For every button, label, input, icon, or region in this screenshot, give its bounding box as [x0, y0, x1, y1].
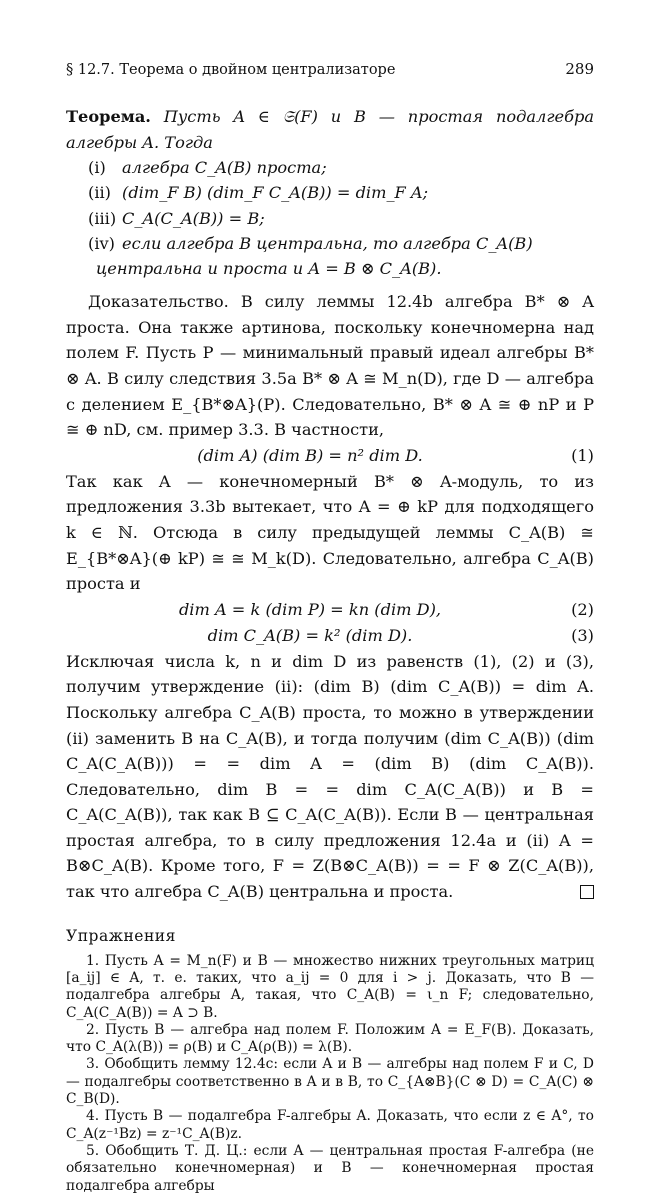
proof-paragraph-1: Доказательство. В силу леммы 12.4b алгебра B* ⊗ A проста. Она также артинова, поскольку конечномерна над полем F. Пусть P — минимальный правый идеал алгебры B* ⊗ A. В силу следствия 3.5a B* ⊗ A ≅ M_n(D), где D — алгебра с делением E_{B*⊗A}(P). Следовательно, B* ⊗ A ≅ ⊕ nP и P ≅ ⊕ nD, см. пример 3.3. В частности,	[66, 292, 594, 440]
equation-number: (1)	[571, 445, 594, 465]
page-number: 289	[565, 60, 594, 78]
exercises-list	[66, 953, 594, 1195]
exercise-item: 4. Пусть B — подалгебра F-алгебры A. Доказать, что если z ∈ A°, то C_A(z⁻¹Bz) = z⁻¹C_A(B)z.	[66, 1108, 594, 1142]
equation-3	[66, 623, 594, 649]
exercise-item: 3. Обобщить лемму 12.4c: если A и B — алгебры над полем F и C, D — подалгебры соответственно в A и в B, то C_{A⊗B}(C ⊗ D) = C_A(C) ⊗ C_B(D).	[66, 1056, 594, 1108]
theorem-item: (iv) если алгебра B центральна, то алгебра C_A(B) центральна и проста и A = B ⊗ C_A(B).	[88, 233, 533, 278]
qed-square-icon	[580, 885, 594, 899]
equation-body: (dim A) (dim B) = n² dim D.	[197, 445, 423, 465]
equation-number: (2)	[571, 599, 594, 619]
equation-body: dim A = k (dim P) = kn (dim D),	[178, 599, 442, 619]
proof-paragraph-3: Исключая числа k, n и dim D из равенств (1), (2) и (3), получим утверждение (ii): (dim B) (dim C_A(B)) = dim A. Поскольку алгебра C_A(B) проста, то можно в утверждении (ii) заменить B на C_A(B), и тогда получим (dim C_A(B)) (dim C_A(C_A(B))) = = dim A = (dim B) (dim C_A(B)). Следовательно, dim B = = dim C_A(C_A(B)) и B = C_A(C_A(B)), так как B ⊆ C_A(C_A(B)). Если B — центральная простая алгебра, то в силу предложения 12.4a и (ii) A = B⊗C_A(B). Кроме того, F = Z(B⊗C_A(B)) = = F ⊗ Z(C_A(B)), так что алгебра C_A(B) центральна и проста.	[66, 651, 594, 902]
equation-1	[66, 443, 594, 469]
equation-2	[66, 597, 594, 623]
theorem-item: (ii) (dim_F B) (dim_F C_A(B)) = dim_F A;	[88, 183, 429, 203]
equation-body: dim C_A(B) = k² (dim D).	[207, 625, 413, 645]
theorem-title: Теорема.	[66, 107, 151, 126]
running-header	[66, 60, 594, 78]
theorem-item: (i) алгебра C_A(B) проста;	[88, 158, 327, 178]
equation-number: (3)	[571, 625, 594, 645]
exercise-item: 2. Пусть B — алгебра над полем F. Положим A = E_F(B). Доказать, что C_A(λ(B)) = ρ(B) и C_A(ρ(B)) = λ(B).	[66, 1021, 594, 1056]
theorem	[66, 104, 594, 155]
exercise-item: 1. Пусть A = M_n(F) и B — множество нижних треугольных матриц [a_ij] ∈ A, т. е. таких, что a_ij = 0 для i > j. Доказать, что B — подалгебра алгебры A, такая, что C_A(B) = ι_n F; следовательно, C_A(C_A(B)) = A ⊃ B.	[66, 952, 594, 1021]
theorem-item: (iii) C_A(C_A(B)) = B;	[88, 208, 265, 228]
section-title: § 12.7. Теорема о двойном централизаторе	[66, 62, 396, 78]
exercise-item: 5. Обобщить Т. Д. Ц.: если A — центральная простая F-алгебра (не обязательно конечномерная) и B — конечномерная простая подалгебра алгебры	[66, 1142, 594, 1194]
exercises-heading: Упражнения	[66, 926, 176, 945]
theorem-items	[66, 155, 594, 281]
theorem-statement: Пусть A ∈ 𝔖(F) и B — простая подалгебра алгебры A. Тогда	[66, 107, 594, 152]
proof-paragraph-2: Так как A — конечномерный B* ⊗ A-модуль, то из предложения 3.3b вытекает, что A = ⊕ kP для подходящего k ∈ ℕ. Отсюда в силу предыдущей леммы C_A(B) ≅ E_{B*⊗A}(⊕ kP) ≅ ≅ M_k(D). Следовательно, алгебра C_A(B) проста и	[66, 471, 594, 594]
